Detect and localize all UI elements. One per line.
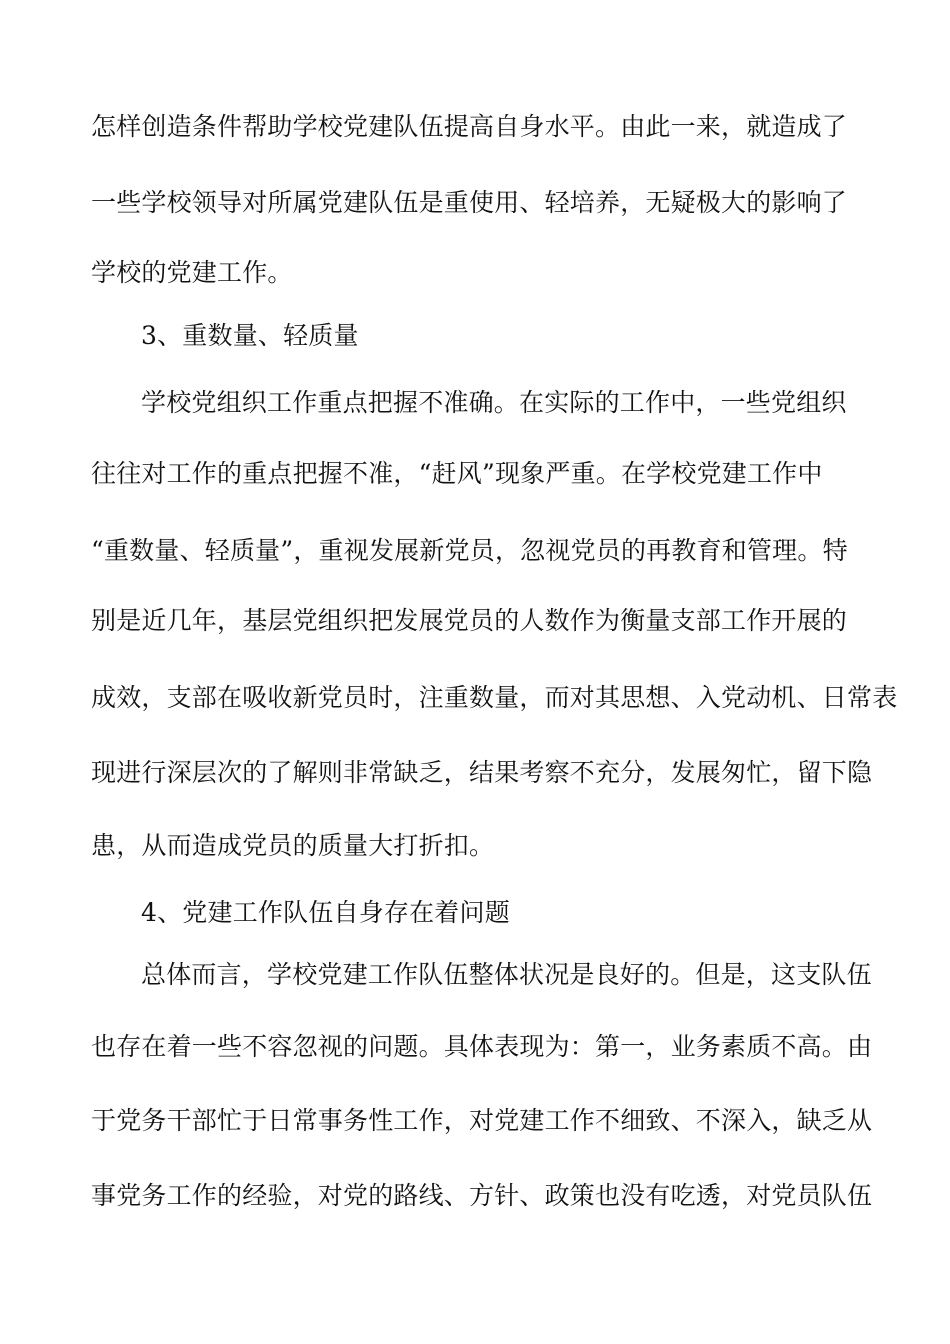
paragraph-line: 往往对工作的重点把握不准，“赶风”现象严重。在学校党建工作中	[91, 459, 823, 488]
paragraph-line: 事党务工作的经验，对党的路线、方针、政策也没有吃透，对党员队伍	[91, 1181, 873, 1210]
paragraph-line: 学校的党建工作。	[91, 258, 293, 287]
paragraph-line: 学校党组织工作重点把握不准确。在实际的工作中，一些党组织	[141, 388, 847, 417]
paragraph-line: 于党务干部忙于日常事务性工作，对党建工作不细致、不深入，缺乏从	[91, 1106, 873, 1135]
paragraph-line: 患，从而造成党员的质量大打折扣。	[91, 831, 495, 860]
paragraph-line: “重数量、轻质量”，重视发展新党员，忽视党员的再教育和管理。特	[91, 536, 848, 565]
paragraph-line: 别是近几年，基层党组织把发展党员的人数作为衡量支部工作开展的	[91, 606, 848, 635]
paragraph-line: 现进行深层次的了解则非常缺乏，结果考察不充分，发展匆忙，留下隐	[91, 758, 873, 787]
section-heading: 4、党建工作队伍自身存在着问题	[141, 898, 510, 927]
paragraph-line: 总体而言，学校党建工作队伍整体状况是良好的。但是，这支队伍	[141, 960, 872, 989]
paragraph-line: 也存在着一些不容忽视的问题。具体表现为：第一，业务素质不高。由	[91, 1032, 873, 1061]
section-heading: 3、重数量、轻质量	[141, 321, 359, 350]
paragraph-line: 怎样创造条件帮助学校党建队伍提高自身水平。由此一来，就造成了	[91, 112, 848, 141]
paragraph-line: 成效，支部在吸收新党员时，注重数量，而对其思想、入党动机、日常表	[91, 683, 898, 712]
paragraph-line: 一些学校领导对所属党建队伍是重使用、轻培养，无疑极大的影响了	[91, 188, 848, 217]
